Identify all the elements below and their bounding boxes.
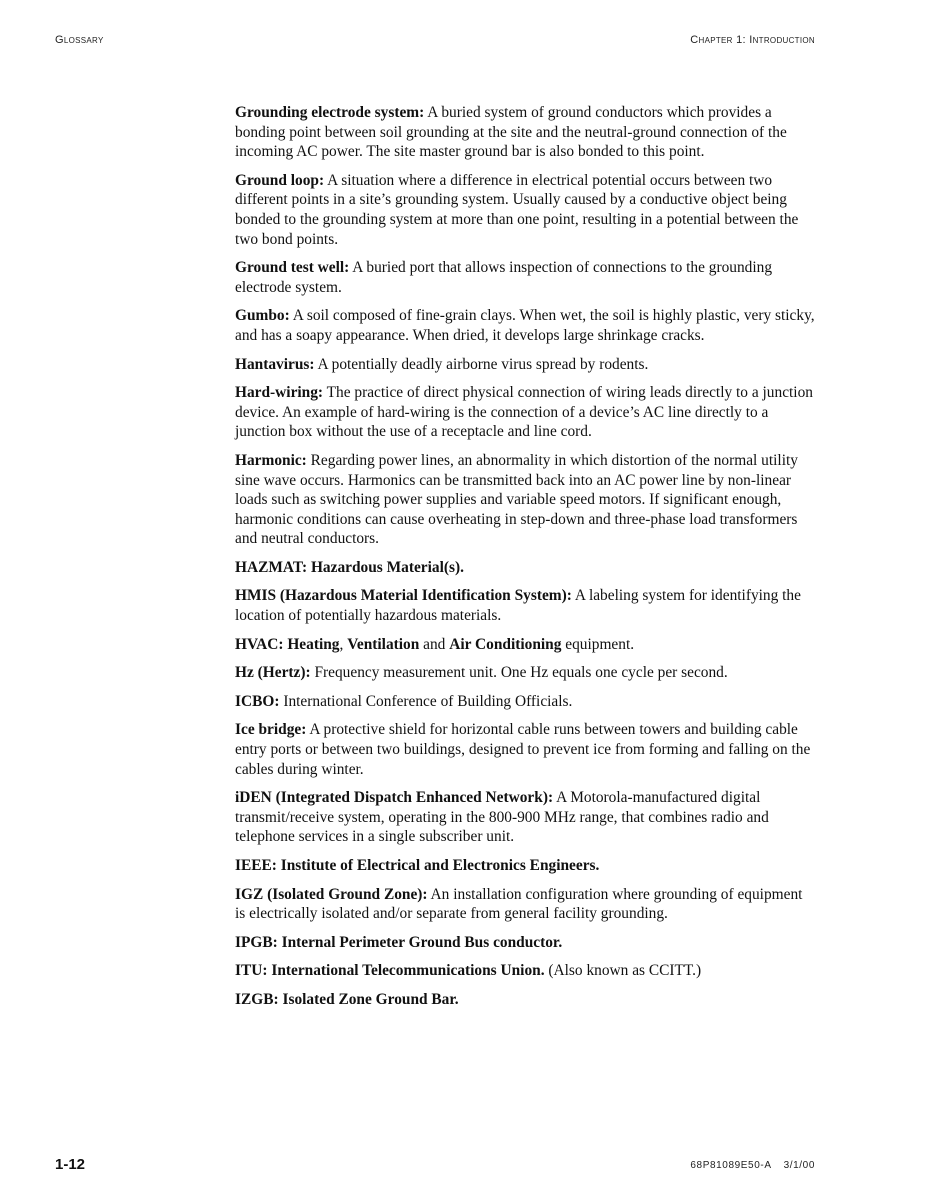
glossary-term: IEEE: Institute of Electrical and Electronics Engineers. xyxy=(235,857,600,874)
hvac-word-heating: Heating xyxy=(287,635,340,653)
glossary-entry xyxy=(235,586,815,625)
glossary-term: Gumbo: xyxy=(235,307,290,325)
glossary-entry xyxy=(235,856,815,876)
glossary-term: Harmonic: xyxy=(235,451,307,469)
glossary-entry xyxy=(235,990,815,1010)
glossary-entry xyxy=(235,788,815,847)
glossary-definition: A buried system of ground conductors which provides a bonding point between soil grounding at the site and the neutral-ground connection of the incoming AC power. The site master ground bar is also bonded to this point. xyxy=(235,104,787,161)
glossary-definition: A potentially deadly airborne virus spread by rodents. xyxy=(314,355,649,373)
glossary-definition: The practice of direct physical connection of wiring leads directly to a junction device. An example of hard-wiring is the connection of a device’s AC line directly to a junction box without the use of a receptacle and line cord. xyxy=(235,384,813,441)
glossary-entry xyxy=(235,558,815,578)
document-number: 68P81089E50-A xyxy=(690,1160,772,1171)
document-id xyxy=(690,1160,815,1171)
glossary-entry xyxy=(235,663,815,683)
glossary-definition: International Conference of Building Officials. xyxy=(279,692,573,710)
glossary-entry xyxy=(235,355,815,375)
glossary-term: HMIS (Hazardous Material Identification System): xyxy=(235,587,572,605)
glossary-definition: (Also known as CCITT.) xyxy=(544,962,702,980)
running-head-left: Glossary xyxy=(55,34,104,46)
glossary-term: Ice bridge: xyxy=(235,721,307,739)
glossary-entry xyxy=(235,961,815,981)
glossary-entry xyxy=(235,720,815,779)
glossary-definition: A Motorola-manufactured digital transmit/receive system, operating in the 800-900 MHz range, that combines radio and telephone services in a single subscriber unit. xyxy=(235,789,769,846)
glossary-term: IZGB: Isolated Zone Ground Bar. xyxy=(235,990,459,1008)
glossary-definition: A soil composed of fine-grain clays. When wet, the soil is highly plastic, very sticky, and has a soapy appearance. When dried, it develops large shrinkage cracks. xyxy=(235,307,815,344)
glossary-term: HVAC: xyxy=(235,635,284,653)
glossary-entry xyxy=(235,692,815,712)
document-date: 3/1/00 xyxy=(783,1160,815,1171)
glossary-term: Grounding electrode system: xyxy=(235,104,425,121)
glossary-entry xyxy=(235,103,815,162)
glossary-entry xyxy=(235,635,815,655)
glossary-definition: A protective shield for horizontal cable runs between towers and building cable entry ports or between two buildings, designed to prevent ice from forming and falling on the cables during winter. xyxy=(235,721,811,778)
glossary-definition: Frequency measurement unit. One Hz equals one cycle per second. xyxy=(310,664,728,682)
glossary-term: HAZMAT: Hazardous Material(s). xyxy=(235,558,464,576)
page-number: 1-12 xyxy=(55,1156,86,1173)
hvac-connector: equipment. xyxy=(561,635,635,653)
glossary-definition: Regarding power lines, an abnormality in which distortion of the normal utility sine wave occurs. Harmonics can be transmitted back into an AC power line by non-linear loads such as switching power supplies and variable speed motors. If significant enough, harmonic conditions can cause overheating in step-down and three-phase load transformers and neutral conductors. xyxy=(235,451,798,548)
glossary-term: Ground loop: xyxy=(235,171,325,189)
glossary-term: iDEN (Integrated Dispatch Enhanced Network): xyxy=(235,789,554,807)
glossary-term: IGZ (Isolated Ground Zone): xyxy=(235,885,428,903)
glossary-entry xyxy=(235,451,815,549)
glossary-definition: A buried port that allows inspection of connections to the grounding electrode system. xyxy=(235,259,773,296)
glossary-term: Ground test well: xyxy=(235,259,350,277)
glossary-entry xyxy=(235,306,815,345)
glossary-body xyxy=(235,103,815,1019)
glossary-entry xyxy=(235,258,815,297)
glossary-term: Hard-wiring: xyxy=(235,384,324,402)
hvac-connector: , xyxy=(339,635,348,653)
glossary-term: Hz (Hertz): xyxy=(235,664,311,682)
glossary-entry xyxy=(235,171,815,249)
glossary-definition: A labeling system for identifying the location of potentially hazardous materials. xyxy=(235,587,801,625)
hvac-word-air-conditioning: Air Conditioning xyxy=(449,635,562,653)
glossary-term: Hantavirus: xyxy=(235,355,315,373)
running-head-right: Chapter 1: Introduction xyxy=(690,34,815,46)
glossary-definition: A situation where a difference in electrical potential occurs between two different points in a site’s grounding system. Usually caused by a conductive object being bonded to the grounding system at more than one point, resulting in a potential between the two bond points. xyxy=(235,171,799,248)
glossary-entry xyxy=(235,885,815,924)
hvac-connector: and xyxy=(419,635,450,653)
glossary-term: IPGB: Internal Perimeter Ground Bus conductor. xyxy=(235,933,563,951)
glossary-term: ITU: International Telecommunications Union. xyxy=(235,962,545,980)
glossary-term: ICBO: xyxy=(235,692,280,710)
glossary-definition: An installation configuration where grounding of equipment is electrically isolated and/or separate from general facility grounding. xyxy=(235,885,803,923)
glossary-entry xyxy=(235,383,815,442)
glossary-entry xyxy=(235,933,815,953)
hvac-word-ventilation: Ventilation xyxy=(347,635,420,653)
